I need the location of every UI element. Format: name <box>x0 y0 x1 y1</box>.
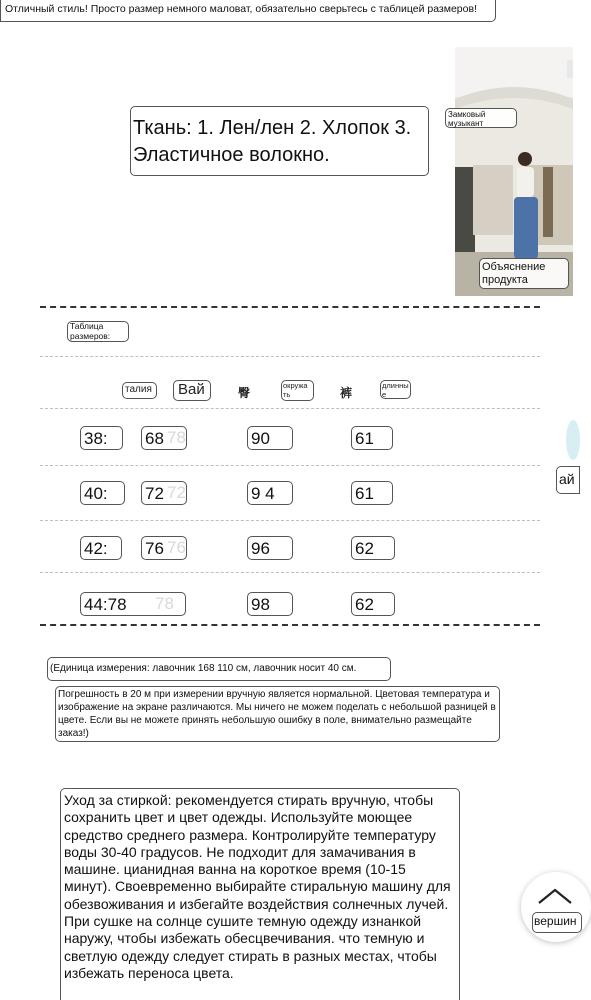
table-divider <box>40 356 540 357</box>
length-cell: 61 <box>351 426 393 450</box>
video-tag: Замковый музыкант <box>445 108 517 128</box>
review-banner: Отличный стиль! Просто размер немного маловат, обязательно сверьтесь с таблицей размеров! <box>0 0 496 22</box>
measurement-error-note: Погрешность в 20 м при измерении вручную является нормальной. Цветовая температура и изображение на экране различаются. Мы ничего не можем поделать с небольшой разницей в цвете. Если вы не можете принять небольшую ошибку в поле, внимательно размещайте заказ!) <box>55 686 500 742</box>
back-to-top-label: вершин <box>532 912 582 933</box>
table-bottom-border <box>40 624 540 626</box>
header-pants-chinese-label: 裤 <box>340 386 353 400</box>
length-cell: 61 <box>351 481 393 505</box>
table-divider <box>40 520 540 521</box>
side-tab-label: ай <box>559 471 575 487</box>
size-cell: 38: <box>80 426 123 450</box>
table-divider <box>40 465 540 466</box>
length-cell: 62 <box>351 592 395 616</box>
waist-cell: 68 <box>141 426 187 450</box>
product-video-thumbnail[interactable] <box>448 47 573 296</box>
video-caption: Объяснение продукта <box>479 258 569 289</box>
hip-cell: 98 <box>247 592 293 616</box>
hip-cell: 9 4 <box>247 481 293 505</box>
measurement-unit-note: (Единица измерения: лавочник 168 110 см, лавочник носит 40 см. <box>47 657 391 681</box>
back-to-top-button[interactable] <box>521 872 591 942</box>
waist-cell: 76 <box>141 536 187 560</box>
fabric-label: Ткань: 1. Лен/лен 2. Хлопок 3. Эластичное волокно. <box>130 106 429 176</box>
size-cell: 40: <box>80 481 125 505</box>
header-vai-label: Вай <box>173 380 211 401</box>
care-instructions: Уход за стиркой: рекомендуется стирать вручную, чтобы сохранить цвет и цвет одежды. Используйте моющее средство среднего размера. Контролируйте температуру воды 30-40 градусов. Не подходит для замачивания в машине. цианидная ванна на короткое время (10-15 минут). Своевременно выбирайте стиральную машину для обезвоживания и избегайте воздействия солнечных лучей. При сушке на солнце сушите темную одежду изнанкой наружу, чтобы избежать обесцвечивания. что темную и светлую одежду следует стирать в разных местах, чтобы избежать переноса цвета. <box>60 788 460 1000</box>
length-cell: 62 <box>351 536 395 560</box>
size-cell: 44:78 <box>80 592 186 616</box>
size-table-title: Таблица размеров: <box>67 321 129 342</box>
edge-indicator <box>566 420 580 460</box>
ghost-value: 78 <box>155 594 174 613</box>
table-top-border <box>40 306 540 308</box>
hip-cell: 90 <box>247 426 293 450</box>
table-divider <box>40 572 540 573</box>
header-length-label: длинны е <box>380 380 411 399</box>
ghost-value: 78 <box>167 428 186 447</box>
waist-cell: 72 <box>141 481 187 505</box>
ghost-value: 72 <box>167 483 186 502</box>
header-hip-chinese-label: 臀 <box>238 386 251 400</box>
right-edge-icon <box>567 60 573 78</box>
size-cell: 42: <box>80 536 122 560</box>
chevron-up-icon <box>535 886 575 906</box>
table-divider <box>40 408 540 409</box>
side-tab-button[interactable] <box>556 466 580 494</box>
header-waist-label: талия <box>122 382 157 399</box>
header-circumference-label: окружа ть <box>281 380 314 401</box>
hip-cell: 96 <box>247 536 293 560</box>
ghost-value: 76 <box>167 538 186 557</box>
